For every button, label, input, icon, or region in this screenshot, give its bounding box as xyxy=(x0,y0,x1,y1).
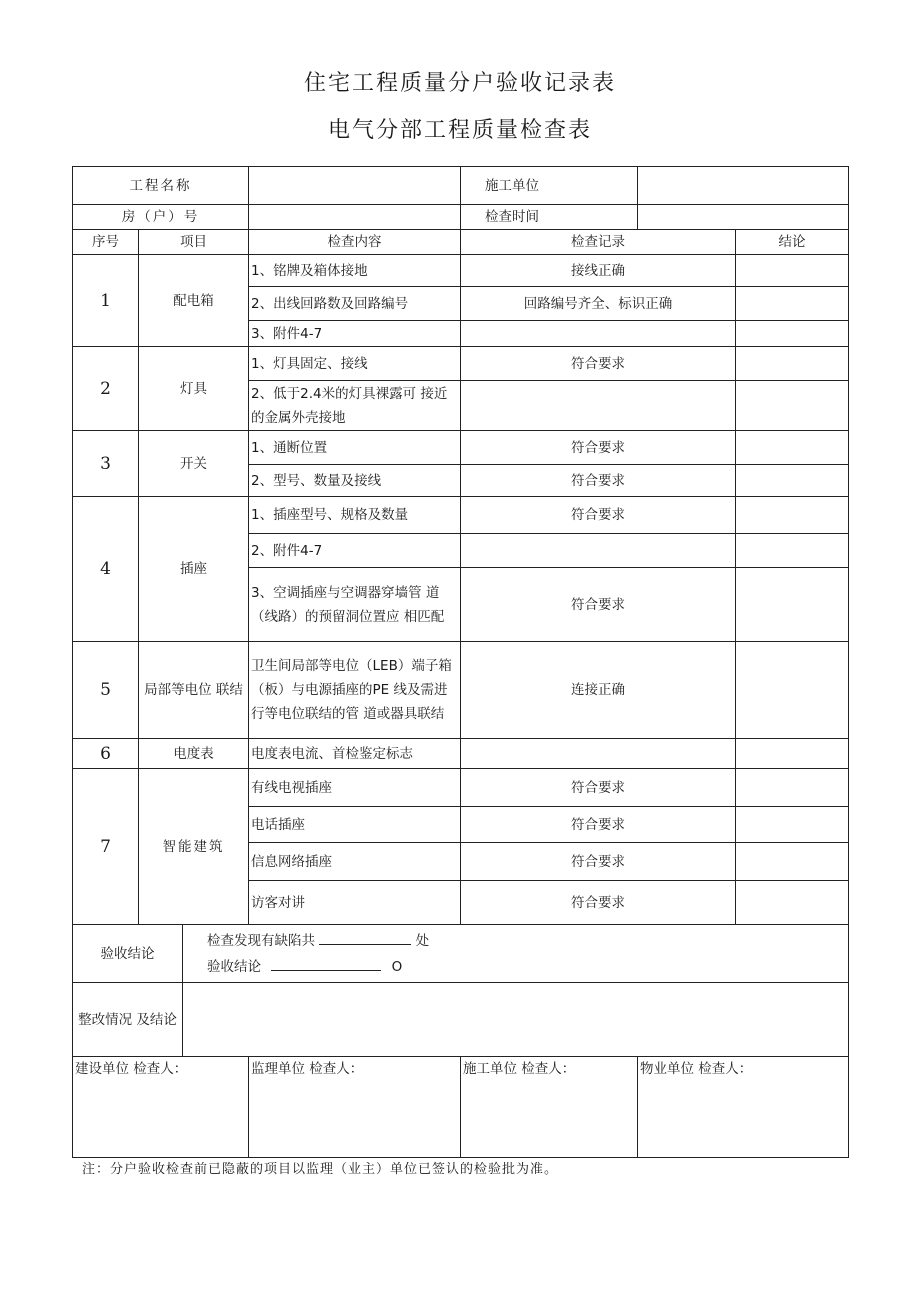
conclusion-cell[interactable] xyxy=(736,843,849,881)
signature-construction-owner[interactable]: 建设单位 检查人： xyxy=(73,1057,249,1158)
conclusion-cell[interactable] xyxy=(736,321,849,347)
rectification-field[interactable] xyxy=(183,983,849,1057)
conclusion-cell[interactable] xyxy=(736,465,849,497)
seq-cell: 1 xyxy=(73,255,139,347)
defects-count-field[interactable] xyxy=(319,930,411,945)
record-cell[interactable]: 符合要求 xyxy=(461,347,736,381)
defects-prefix: 检查发现有缺陷共 xyxy=(207,932,315,949)
record-cell[interactable] xyxy=(461,739,736,769)
item-cell: 电度表 xyxy=(139,739,249,769)
conclusion-cell[interactable] xyxy=(736,807,849,843)
record-cell[interactable] xyxy=(461,381,736,431)
conclusion-cell[interactable] xyxy=(736,497,849,534)
acceptance-content xyxy=(183,925,849,983)
inspection-table xyxy=(72,166,849,1158)
conclusion-cell[interactable] xyxy=(736,739,849,769)
signature-property-management[interactable]: 物业单位 检查人： xyxy=(638,1057,849,1158)
conclusion-prefix: 验收结论 xyxy=(207,958,261,975)
record-cell[interactable]: 接线正确 xyxy=(461,255,736,287)
seq-cell: 6 xyxy=(73,739,139,769)
table-row xyxy=(73,431,849,465)
acceptance-label: 验收结论 xyxy=(73,925,183,983)
content-cell: 3、空调插座与空调器穿墙管 道（线路）的预留洞位置应 相匹配 xyxy=(249,568,461,642)
check-time-label: 检查时间 xyxy=(461,205,638,230)
form-title: 住宅工程质量分户验收记录表 xyxy=(303,71,616,96)
content-cell: 2、出线回路数及回路编号 xyxy=(249,287,461,321)
rectification-label: 整改情况 及结论 xyxy=(73,983,183,1057)
content-cell: 有线电视插座 xyxy=(249,769,461,807)
content-cell: 1、铭牌及箱体接地 xyxy=(249,255,461,287)
conclusion-cell[interactable] xyxy=(736,642,849,739)
signature-contractor[interactable]: 施工单位 检查人： xyxy=(461,1057,638,1158)
record-cell[interactable]: 符合要求 xyxy=(461,497,736,534)
record-cell[interactable]: 符合要求 xyxy=(461,568,736,642)
signature-supervisor[interactable]: 监理单位 检查人： xyxy=(249,1057,461,1158)
record-cell[interactable]: 连接正确 xyxy=(461,642,736,739)
column-header-content: 检查内容 xyxy=(249,230,461,255)
project-name-field[interactable] xyxy=(249,167,461,205)
defects-suffix: 处 xyxy=(415,932,430,949)
record-cell[interactable] xyxy=(461,534,736,568)
conclusion-field[interactable] xyxy=(271,956,381,971)
seq-cell: 3 xyxy=(73,431,139,497)
conclusion-cell[interactable] xyxy=(736,347,849,381)
room-number-field[interactable] xyxy=(249,205,461,230)
item-cell: 插座 xyxy=(139,497,249,642)
item-cell: 灯具 xyxy=(139,347,249,431)
column-header-record: 检查记录 xyxy=(461,230,736,255)
table-row xyxy=(73,769,849,807)
column-header-seq: 序号 xyxy=(73,230,139,255)
table-row xyxy=(73,739,849,769)
conclusion-cell[interactable] xyxy=(736,534,849,568)
conclusion-cell[interactable] xyxy=(736,287,849,321)
record-cell[interactable]: 符合要求 xyxy=(461,769,736,807)
table-row xyxy=(73,497,849,534)
column-header-item: 项目 xyxy=(139,230,249,255)
item-cell: 智能建筑 xyxy=(139,769,249,925)
construction-unit-field[interactable] xyxy=(638,167,849,205)
conclusion-suffix: O xyxy=(391,958,403,975)
item-cell: 开关 xyxy=(139,431,249,497)
record-cell[interactable]: 符合要求 xyxy=(461,881,736,925)
seq-cell: 5 xyxy=(73,642,139,739)
record-cell[interactable]: 符合要求 xyxy=(461,807,736,843)
content-cell: 1、通断位置 xyxy=(249,431,461,465)
conclusion-cell[interactable] xyxy=(736,769,849,807)
content-cell: 卫生间局部等电位（LEB）端子箱（板）与电源插座的PE 线及需进行等电位联结的管 道或器具联结 xyxy=(249,642,461,739)
seq-cell: 4 xyxy=(73,497,139,642)
conclusion-cell[interactable] xyxy=(736,431,849,465)
content-cell: 信息网络插座 xyxy=(249,843,461,881)
content-cell: 2、附件4-7 xyxy=(249,534,461,568)
conclusion-cell[interactable] xyxy=(736,381,849,431)
form-subtitle: 电气分部工程质量检查表 xyxy=(327,118,592,143)
content-cell: 访客对讲 xyxy=(249,881,461,925)
table-row xyxy=(73,347,849,381)
conclusion-cell[interactable] xyxy=(736,255,849,287)
footnote: 注：分户验收检查前已隐蔽的项目以监理（业主）单位已签认的检验批为准。 xyxy=(82,1162,559,1177)
table-row xyxy=(73,255,849,287)
column-header-conclusion: 结论 xyxy=(736,230,849,255)
record-cell[interactable] xyxy=(461,321,736,347)
record-cell[interactable]: 回路编号齐全、标识正确 xyxy=(461,287,736,321)
content-cell: 2、型号、数量及接线 xyxy=(249,465,461,497)
conclusion-cell[interactable] xyxy=(736,568,849,642)
room-number-label: 房（户）号 xyxy=(73,205,249,230)
item-cell: 配电箱 xyxy=(139,255,249,347)
seq-cell: 7 xyxy=(73,769,139,925)
item-cell: 局部等电位 联结 xyxy=(139,642,249,739)
seq-cell: 2 xyxy=(73,347,139,431)
construction-unit-label: 施工单位 xyxy=(461,167,638,205)
content-cell: 1、灯具固定、接线 xyxy=(249,347,461,381)
record-cell[interactable]: 符合要求 xyxy=(461,431,736,465)
record-cell[interactable]: 符合要求 xyxy=(461,465,736,497)
table-row xyxy=(73,642,849,739)
project-name-label: 工程名称 xyxy=(73,167,249,205)
content-cell: 3、附件4-7 xyxy=(249,321,461,347)
check-time-field[interactable] xyxy=(638,205,849,230)
conclusion-cell[interactable] xyxy=(736,881,849,925)
content-cell: 电话插座 xyxy=(249,807,461,843)
content-cell: 2、低于2.4米的灯具裸露可 接近的金属外壳接地 xyxy=(249,381,461,431)
record-cell[interactable]: 符合要求 xyxy=(461,843,736,881)
content-cell: 1、插座型号、规格及数量 xyxy=(249,497,461,534)
content-cell: 电度表电流、首检鉴定标志 xyxy=(249,739,461,769)
